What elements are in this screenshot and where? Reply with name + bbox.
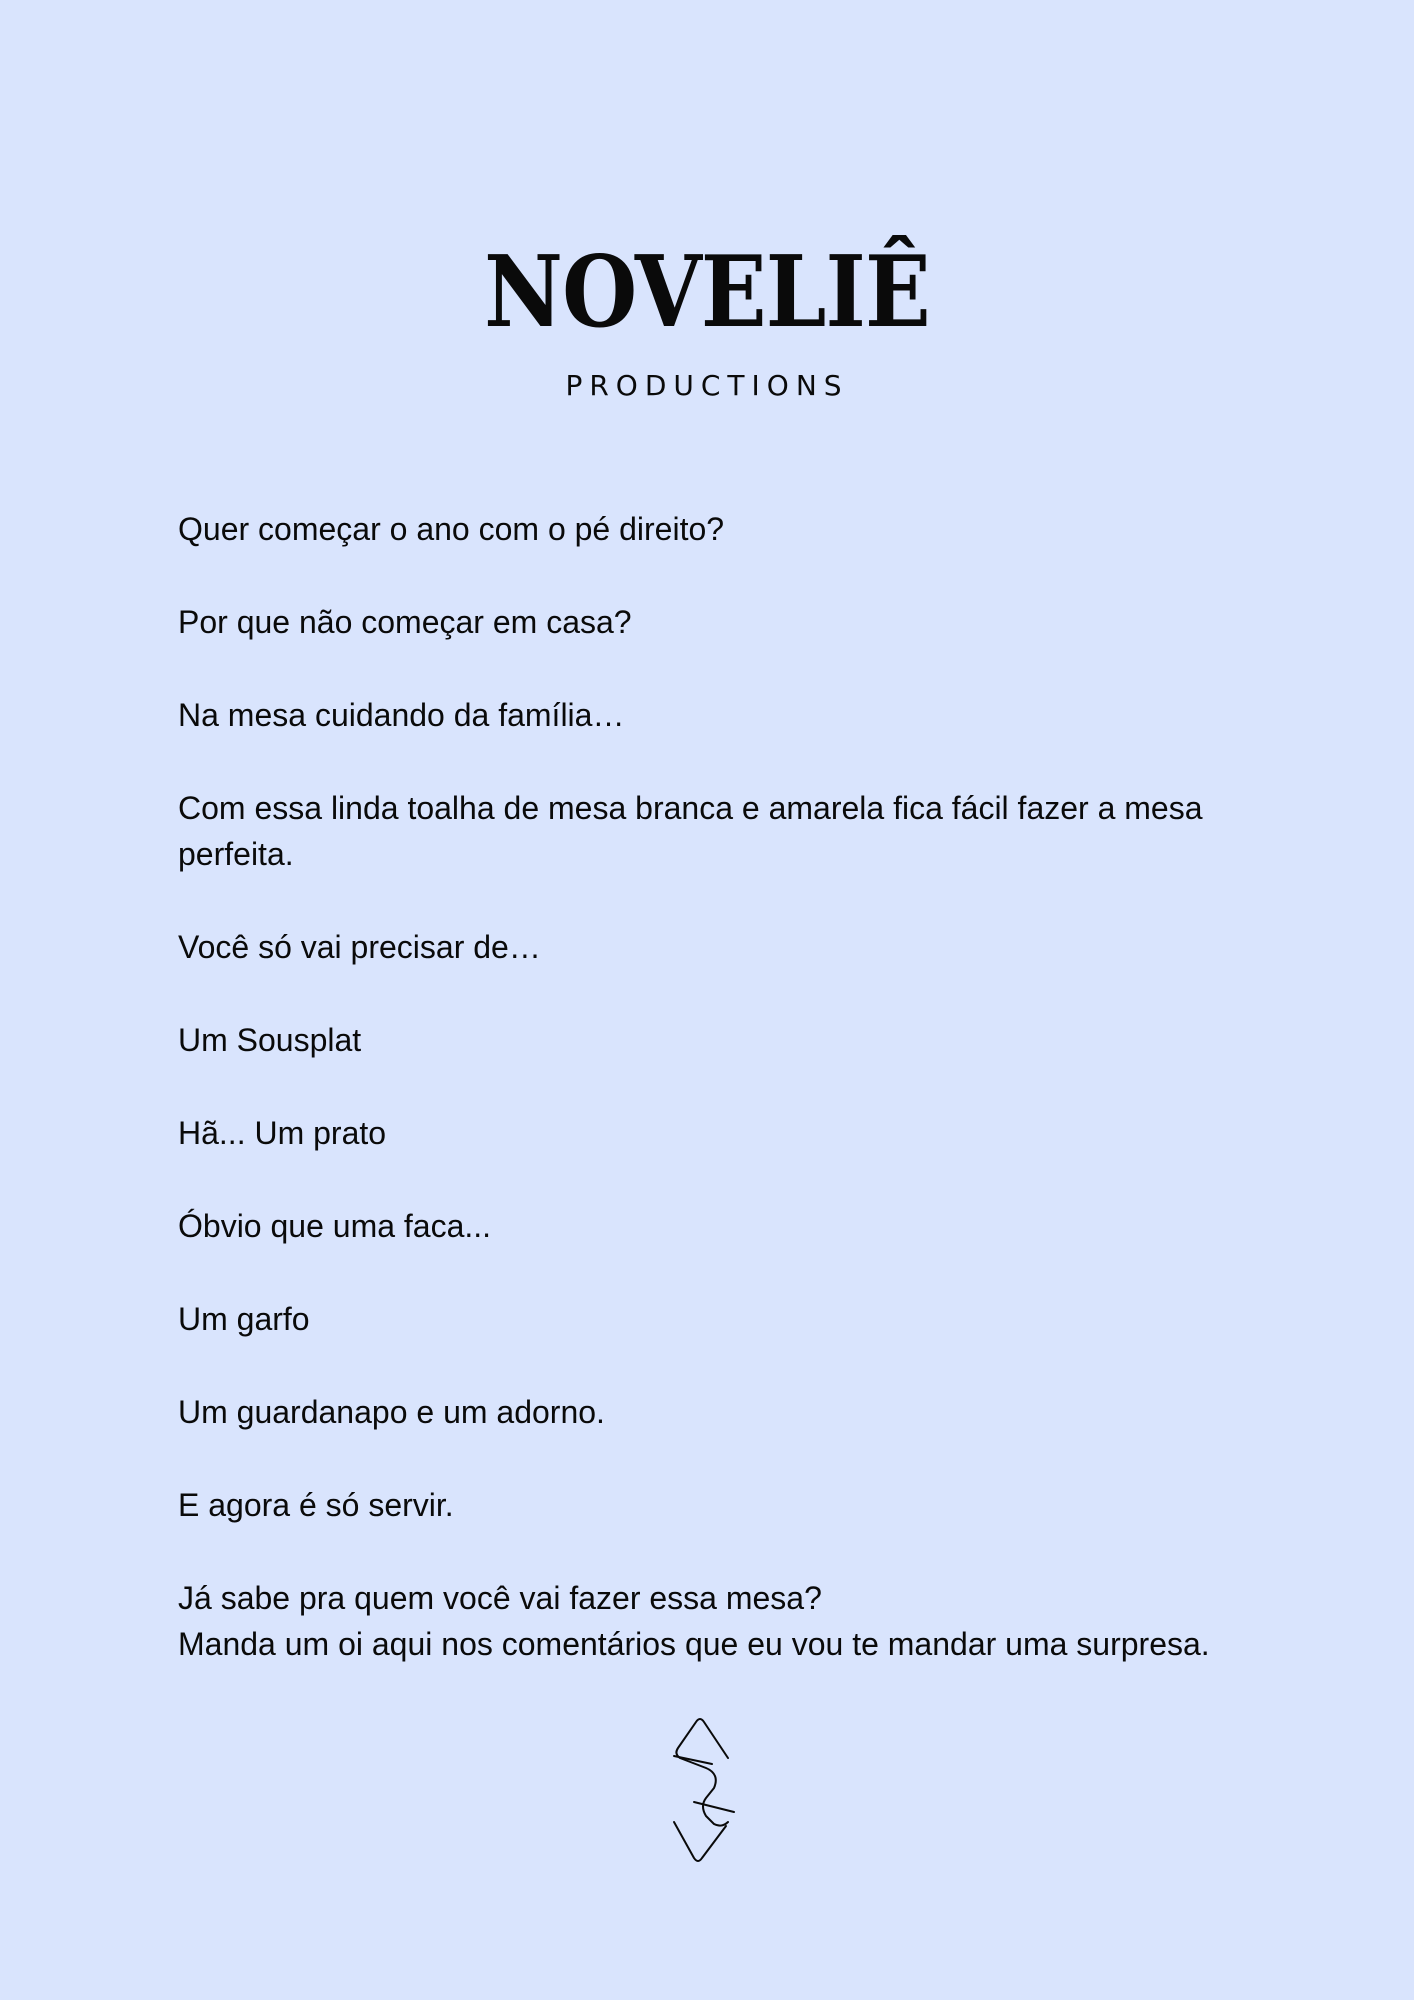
- paragraph: Já sabe pra quem você vai fazer essa mesa? Manda um oi aqui nos comentários que eu vou te mandar uma surpresa.: [178, 1580, 1210, 1662]
- paragraph: Um garfo: [178, 1301, 310, 1337]
- paragraph: Hã... Um prato: [178, 1115, 387, 1151]
- paragraph: Você só vai precisar de…: [178, 929, 541, 965]
- paragraph: Com essa linda toalha de mesa branca e amarela fica fácil fazer a mesa perfeita.: [178, 790, 1203, 872]
- paragraph: Um guardanapo e um adorno.: [178, 1394, 605, 1430]
- paragraph: E agora é só servir.: [178, 1487, 454, 1523]
- paragraph: Na mesa cuidando da família…: [178, 697, 625, 733]
- brand-subtitle: PRODUCTIONS: [565, 369, 849, 402]
- paragraph: Por que não começar em casa?: [178, 604, 632, 640]
- paragraph: Um Sousplat: [178, 1022, 362, 1058]
- body-text: [178, 506, 1248, 1714]
- brand-title: NOVELIÊ: [484, 235, 930, 350]
- paragraph: Quer começar o ano com o pé direito?: [178, 511, 725, 547]
- paragraph: Óbvio que uma faca...: [178, 1208, 492, 1244]
- signature-icon: [670, 1712, 742, 1872]
